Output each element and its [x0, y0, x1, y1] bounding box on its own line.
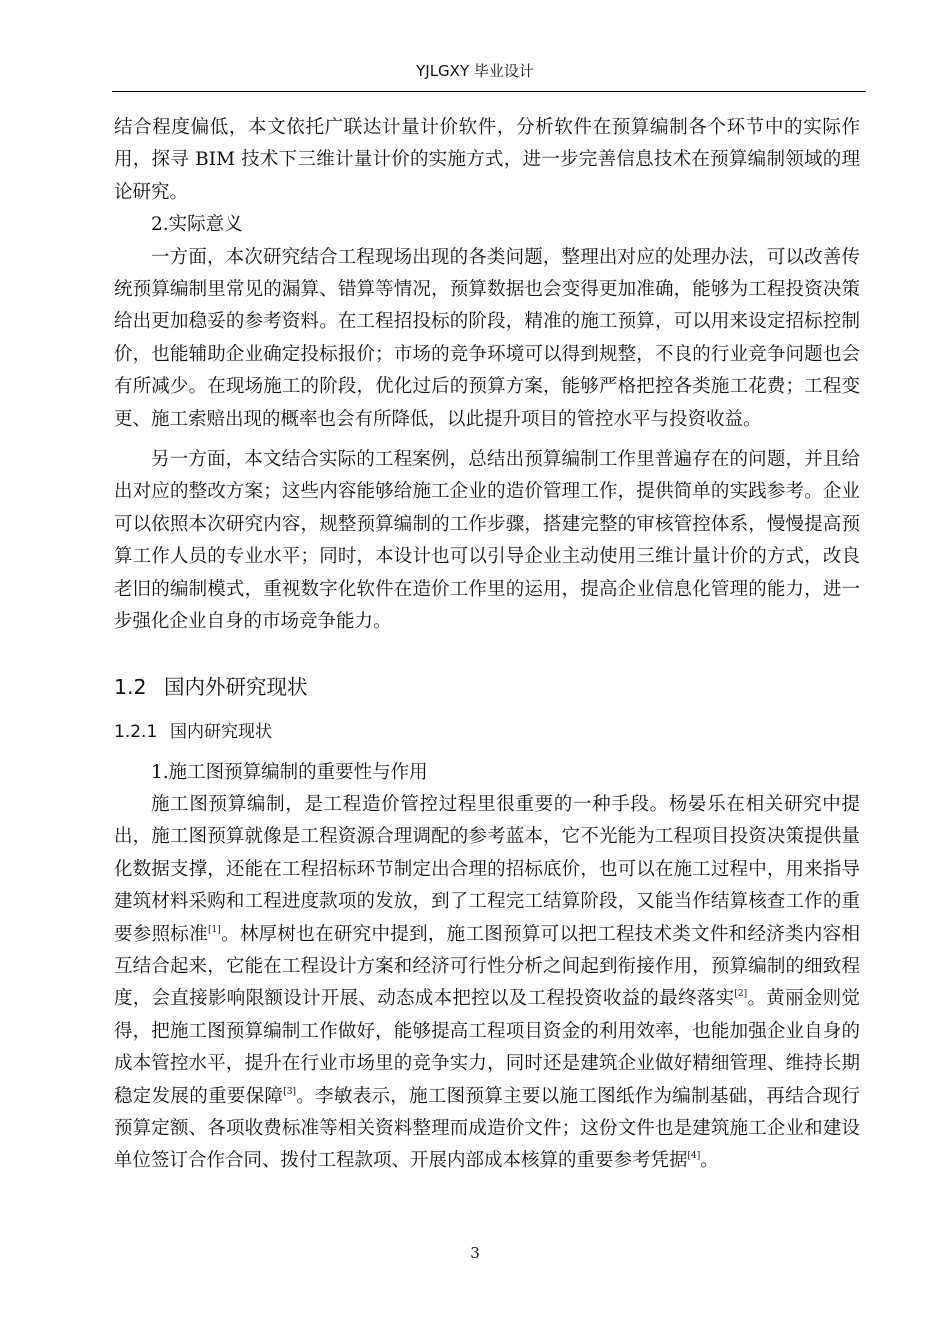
paragraph-text: 。 [700, 1150, 719, 1172]
section-title: 国内外研究现状 [164, 674, 308, 699]
subsection-number: 1.2.1 [114, 721, 158, 742]
subsection-heading [114, 717, 860, 747]
page-number: 3 [470, 1244, 480, 1262]
body-text [114, 112, 860, 1178]
paragraph-text: 。黄丽金则觉得，把施工图预算编制工作做好，能够提高工程项目资金的利用效率，也能加强企业自身的成本管控水平，提升在行业市场里的竞争实力，同时还是建筑企业做好精细管理、维持长期稳定发展的重要保障 [114, 988, 860, 1107]
section-number: 1.2 [114, 674, 147, 699]
paragraph [114, 789, 860, 1178]
paragraph-text: 。李敏表示，施工图预算主要以施工图纸作为编制基础，再结合现行预算定额、各项收费标准等相关资料整理而成造价文件；这份文件也是建筑施工企业和建设单位签订合作合同、拨付工程款项、开展内部成本核算的重要参考凭据 [114, 1085, 860, 1172]
paragraph-text: 。林厚树也在研究中提到，施工图预算可以把工程技术类文件和经济类内容相互结合起来，它能在工程设计方案和经济可行性分析之间起到衔接作用，预算编制的细致程度，会直接影响限额设计开展、动态成本把控以及工程投资收益的最终落实 [114, 923, 860, 1010]
citation-ref[interactable]: [1] [208, 924, 221, 935]
paragraph: 另一方面，本文结合实际的工程案例，总结出预算编制工作里普遍存在的问题，并且给出对应的整改方案；这些内容能够给施工企业的造价管理工作，提供简单的实践参考。企业可以依照本次研究内容，规整预算编制的工作步骤，搭建完整的审核管控体系，慢慢提高预算工作人员的专业水平；同时，本设计也可以引导企业主动使用三维计量计价的方式，改良老旧的编制模式，重视数字化软件在造价工作里的运用，提高企业信息化管理的能力，进一步强化企业自身的市场竞争能力。 [114, 449, 860, 633]
citation-ref[interactable]: [4] [687, 1151, 701, 1162]
list-item-heading: 2.实际意义 [151, 214, 243, 236]
paragraph: 一方面，本次研究结合工程现场出现的各类问题，整理出对应的处理办法，可以改善传统预算编制里常见的漏算、错算等情况，预算数据也会变得更加准确，能够为工程投资决策给出更加稳妥的参考资料。在工程招投标的阶段，精准的施工预算，可以用来设定招标控制价，也能辅助企业确定投标报价；市场的竞争环境可以得到规整，不良的行业竞争问题也会有所减少。在现场施工的阶段，优化过后的预算方案，能够严格把控各类施工花费；工程变更、施工索赔出现的概率也会有所降低，以此提升项目的管控水平与投资收益。 [114, 246, 860, 430]
list-item-heading: 1.施工图预算编制的重要性与作用 [151, 761, 428, 783]
section-heading [114, 672, 860, 702]
paragraph-continuation: 结合程度偏低，本文依托广联达计量计价软件，分析软件在预算编制各个环节中的实际作用，探寻 BIM 技术下三维计量计价的实施方式，进一步完善信息技术在预算编制领域的理论研究。 [114, 117, 860, 203]
paragraph-text: 施工图预算编制，是工程造价管控过程里很重要的一种手段。杨晏乐在相关研究中提出，施工图预算就像是工程资源合理调配的参考蓝本，它不光能为工程项目投资决策提供量化数据支撑，还能在工程招标环节制定出合理的招标底价，也可以在施工过程中，用来指导建筑材料采购和工程进度款项的发放，到了工程完工结算阶段，又能当作结算核查工作的重要参照标准 [114, 793, 860, 945]
header-rule [112, 91, 866, 92]
running-header: YJLGXY 毕业设计 [416, 62, 534, 80]
subsection-title: 国内研究现状 [170, 721, 272, 742]
citation-ref[interactable]: [2] [734, 989, 748, 1000]
citation-ref[interactable]: [3] [283, 1086, 296, 1097]
